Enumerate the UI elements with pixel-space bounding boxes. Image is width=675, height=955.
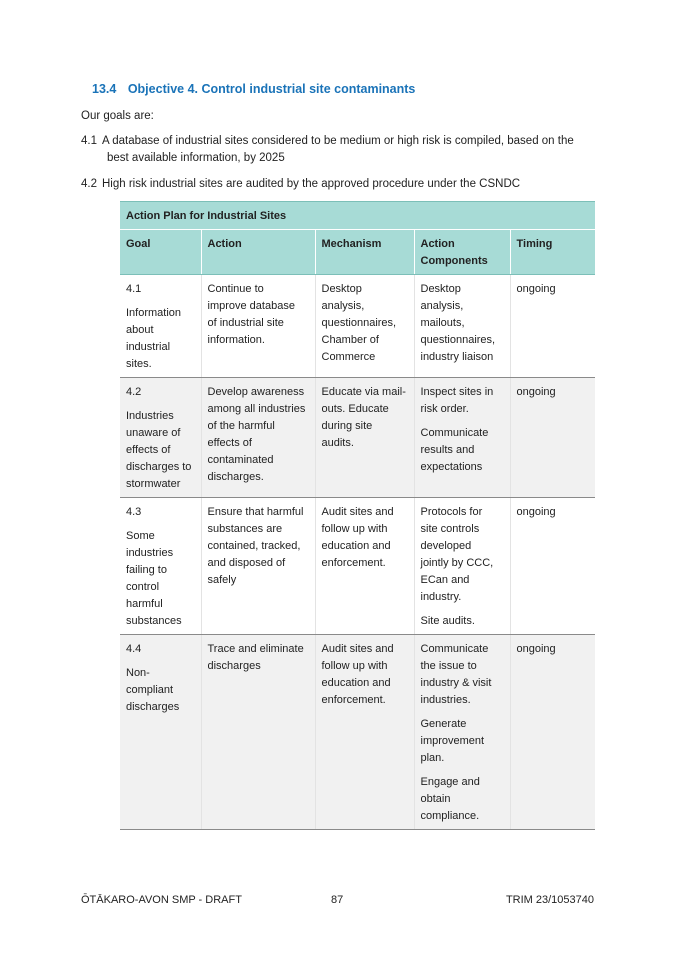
component-line: plan. [420, 752, 445, 764]
goal-text: High risk industrial sites are audited by the approved procedure under the CSNDC [102, 178, 521, 190]
goal-cell [120, 635, 201, 830]
component-line: analysis, [420, 300, 464, 312]
goal-description-line: industries [126, 547, 174, 559]
table-row [120, 498, 595, 635]
component-line: Communicate [420, 427, 489, 439]
mechanism-cell [315, 635, 414, 830]
paragraph-gap [126, 521, 195, 528]
timing-value: ongoing [516, 506, 556, 518]
header-components-line: Components [420, 255, 488, 267]
mechanism-line: education and [321, 540, 391, 552]
mechanism-line: audits. [321, 437, 354, 449]
mechanism-line: Commerce [321, 351, 376, 363]
mechanism-line: enforcement. [321, 557, 386, 569]
mechanism-line: Audit sites and [321, 506, 394, 518]
component-line: mailouts, [420, 317, 465, 329]
component-line: risk order. [420, 403, 469, 415]
header-mechanism: Mechanism [315, 230, 414, 275]
mechanism-line: Audit sites and [321, 643, 394, 655]
goal-description-line: sites. [126, 358, 152, 370]
action-line: and disposed of [207, 557, 286, 569]
component-line: Inspect sites in [420, 386, 494, 398]
mechanism-cell [315, 275, 414, 378]
goal-description-line: Industries [126, 410, 174, 422]
component-line: compliance. [420, 810, 480, 822]
action-line: safely [207, 574, 237, 586]
footer-page-number: 87 [331, 894, 344, 906]
paragraph-gap [421, 418, 504, 425]
goal-number: 4.2 [126, 386, 142, 398]
table-body [120, 275, 595, 830]
action-line: contaminated [207, 454, 274, 466]
goal-number: 4.3 [126, 506, 142, 518]
mechanism-cell [315, 498, 414, 635]
action-cell [201, 378, 315, 498]
component-line: expectations [420, 461, 483, 473]
components-cell [414, 275, 510, 378]
component-line: industries. [420, 694, 471, 706]
component-line: site controls [420, 523, 480, 535]
action-line: Trace and eliminate [207, 643, 304, 655]
action-line: contained, tracked, [207, 540, 301, 552]
component-line: industry & visit [420, 677, 492, 689]
action-line: of industrial site [207, 317, 284, 329]
component-line: the issue to [420, 660, 477, 672]
component-line: questionnaires, [420, 334, 496, 346]
paragraph-gap [126, 298, 195, 305]
goal-description-line: industrial [126, 341, 171, 353]
table-title-row [120, 202, 595, 230]
goal-description-line: discharges [126, 701, 180, 713]
goal-text: best available information, by 2025 [107, 152, 285, 164]
paragraph-gap [126, 401, 195, 408]
goal-description-line: control [126, 581, 160, 593]
table-row [120, 275, 595, 378]
goal-description-line: stormwater [126, 478, 181, 490]
header-timing: Timing [510, 230, 595, 275]
table-row [120, 635, 595, 830]
goal-cell [120, 275, 201, 378]
section-heading [92, 82, 415, 96]
goal-text: A database of industrial sites considered to be medium or high risk is compiled, based on the [102, 135, 574, 147]
component-line: Generate [420, 718, 467, 730]
header-action: Action [201, 230, 315, 275]
action-line: among all industries [207, 403, 306, 415]
action-line: Develop awareness [207, 386, 305, 398]
section-title: Objective 4. Control industrial site contaminants [127, 82, 416, 96]
action-line: Ensure that harmful [207, 506, 304, 518]
components-cell [414, 378, 510, 498]
paragraph-gap [421, 709, 504, 716]
action-line: of the harmful [207, 420, 275, 432]
header-components-line: Action [420, 238, 455, 250]
action-cell [201, 635, 315, 830]
action-cell [201, 275, 315, 378]
timing-cell [510, 275, 595, 378]
paragraph-gap [421, 767, 504, 774]
goal-description-line: harmful [126, 598, 163, 610]
header-goal: Goal [120, 230, 201, 275]
action-line: discharges. [207, 471, 264, 483]
goal-description-line: compliant [126, 684, 174, 696]
timing-value: ongoing [516, 386, 556, 398]
component-line: Protocols for [420, 506, 483, 518]
component-line: developed [420, 540, 472, 552]
action-line: substances are [207, 523, 283, 535]
components-cell [414, 635, 510, 830]
footer-trim-reference: TRIM 23/1053740 [505, 894, 594, 906]
goals-intro: Our goals are: [81, 110, 154, 122]
goal-cell [120, 498, 201, 635]
mechanism-line: Desktop analysis, [321, 283, 365, 312]
paragraph-gap [421, 606, 504, 613]
mechanism-line: Educate via mail- [321, 386, 406, 398]
footer-document-title: ŌTĀKARO-AVON SMP - DRAFT [81, 894, 242, 906]
paragraph-gap [126, 658, 195, 665]
goal-description-line: failing to [126, 564, 167, 576]
action-line: improve database [207, 300, 295, 312]
goal-number: 4.1 [81, 135, 97, 147]
goal-description-line: about [126, 324, 154, 336]
mechanism-line: outs. Educate [321, 403, 389, 415]
goal-description-line: effects of [126, 444, 171, 456]
table-row [120, 378, 595, 498]
timing-cell [510, 378, 595, 498]
goal-description-line: Information [126, 307, 182, 319]
action-line: information. [207, 334, 265, 346]
goal-description-line: Some [126, 530, 155, 542]
section-number: 13.4 [92, 82, 117, 96]
mechanism-line: follow up with [321, 523, 388, 535]
mechanism-line: Chamber of [321, 334, 379, 346]
goal-number: 4.2 [81, 178, 97, 190]
component-line: Site audits. [420, 615, 475, 627]
component-line: obtain [420, 793, 451, 805]
table-header-row [120, 230, 595, 275]
component-line: ECan and [420, 574, 470, 586]
timing-cell [510, 498, 595, 635]
mechanism-line: questionnaires, [321, 317, 397, 329]
mechanism-line: education and [321, 677, 391, 689]
components-cell [414, 498, 510, 635]
component-line: jointly by CCC, [420, 557, 494, 569]
mechanism-cell [315, 378, 414, 498]
timing-value: ongoing [516, 283, 556, 295]
component-line: improvement [420, 735, 485, 747]
mechanism-line: follow up with [321, 660, 388, 672]
header-components [414, 230, 510, 275]
timing-cell [510, 635, 595, 830]
component-line: results and [420, 444, 475, 456]
component-line: industry liaison [420, 351, 494, 363]
mechanism-line: enforcement. [321, 694, 386, 706]
component-line: Desktop [420, 283, 461, 295]
goal-description-line: substances [126, 615, 182, 627]
mechanism-line: during site [321, 420, 373, 432]
goal-item [81, 133, 601, 167]
timing-value: ongoing [516, 643, 556, 655]
component-line: industry. [420, 591, 462, 603]
component-line: Communicate [420, 643, 489, 655]
goal-description-line: discharges to [126, 461, 192, 473]
action-cell [201, 498, 315, 635]
goal-cell [120, 378, 201, 498]
action-line: Continue to [207, 283, 264, 295]
goal-item [81, 176, 601, 193]
goal-description-line: unaware of [126, 427, 181, 439]
action-line: effects of [207, 437, 252, 449]
component-line: Engage and [420, 776, 480, 788]
goal-description-line: Non- [126, 667, 150, 679]
table-title: Action Plan for Industrial Sites [120, 202, 595, 230]
action-plan-table [120, 201, 595, 830]
goal-number: 4.1 [126, 283, 142, 295]
goal-number: 4.4 [126, 643, 142, 655]
action-line: discharges [207, 660, 261, 672]
